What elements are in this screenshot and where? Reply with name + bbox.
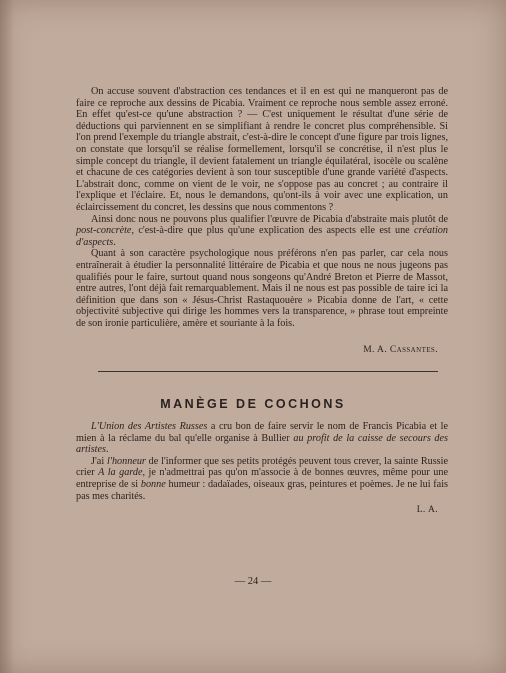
section-divider [98,371,438,372]
paragraph-2-italic-2: création d'aspects [76,225,448,248]
manege-p2-text-d: humeur : dadaïades, oiseaux gras, peintures et poèmes. Je ne lui fais pas mes charités. [76,478,449,502]
paragraph-2-text-a: Ainsi donc nous ne pouvons plus qualifier l'œuvre de Picabia d'abstraite mais plutôt de [91,213,448,225]
manege-p1-italic-2: au profit de la caisse de secours des artistes [76,432,448,456]
manege-p2-text-a: J'ai [91,455,107,467]
manege-p2-italic-2: A la garde [98,467,143,479]
manege-p2-italic-3: bonne [140,478,166,490]
manege-p1-text-b: . [106,444,109,456]
manege-p1-text-a: a cru bon de faire servir le nom de Francis Picabia et le mien à la réclame du bal qu'elle organise à Bullier [76,421,449,444]
manege-p2-italic-1: l'honneur [106,455,146,467]
paragraph-2-text-b: , c'est-à-dire que plus qu'une explication des aspects elle est une [131,225,415,237]
paragraph-3: Quant à son caractère psychologique nous préférons n'en pas parler, car cela nous entraînerait à étudier la personnalité littéraire de Picabia et que nous ne nous jugeons pas qualifiés pour le faire, surtout quand nous songeons qu'André Breton et Pierre de Massot, entre autres, l'ont déjà fait remarquablement. Mais il ne nous est pas possible de taire ici la définition que dans son « Jésus-Christ Rastaquouère » Picabia donne de l'art, « cette objectivité subjective qui dirige les hommes vers la transparence, » phrase tout empreinte de son ironie particulière, amère et souriante à la fois. [76,248,448,329]
paragraph-2 [76,214,448,249]
signature-initials: M. A. [363,345,388,355]
page-number: — 24 — [234,576,272,587]
manege-paragraph-2 [76,456,448,502]
manege-p2-text-c: , je n'admettrai pas qu'on m'associe à de bonnes œuvres, même pour une entreprise de si [76,467,448,490]
paragraph-1: On accuse souvent d'abstraction ces tendances et il en est qui ne manqueront pas de faire ce reproche aux dessins de Picabia. Vraiment ce reproche nous semble assez erroné. En effet qu'est-ce qu'une abstraction ? — C'est uniquement le résultat d'une série de déductions qui parviennent en se simplifiant à rendre le concret plus compréhensible. Si l'on prend l'exemple du triangle abstrait, c'est-à-dire le concept d'une figure par trois lignes, on constate que lorsqu'il se réalise formellement, lorsqu'il se concrétise, il n'est plus le simple concept du triangle, il devient fatalement un triangle équilatéral, isocèle ou scalène et chacune de ces catégories devient à son tour susceptible d'une grande variété d'aspects. L'abstrait donc, comme on vient de le voir, ne s'oppose pas au concret ; au contraire il l'explique et l'éclaire. Et, nous le demandons, qu'ont-ils à voir avec une explication, un éclaircissement du concret, les dessins que nous commentons ? [76,86,448,213]
section-heading: MANÈGE DE COCHONS [160,397,346,411]
signature-cassantes [363,345,438,355]
paragraph-2-text-c: . [113,236,116,248]
article-cassantes [76,86,448,329]
manege-p2-text-b: de l'informer que ses petits protégés peuvent tous crever, la sainte Russie crier [76,455,449,479]
signature-name: Cassantes. [389,345,438,355]
signature-la: L. A. [416,505,438,515]
manege-p1-italic-1: L'Union des Artistes Russes [91,421,208,432]
article-manege [76,421,448,502]
paragraph-2-italic-1: post-concrète [76,225,132,237]
manege-paragraph-1 [76,421,448,456]
